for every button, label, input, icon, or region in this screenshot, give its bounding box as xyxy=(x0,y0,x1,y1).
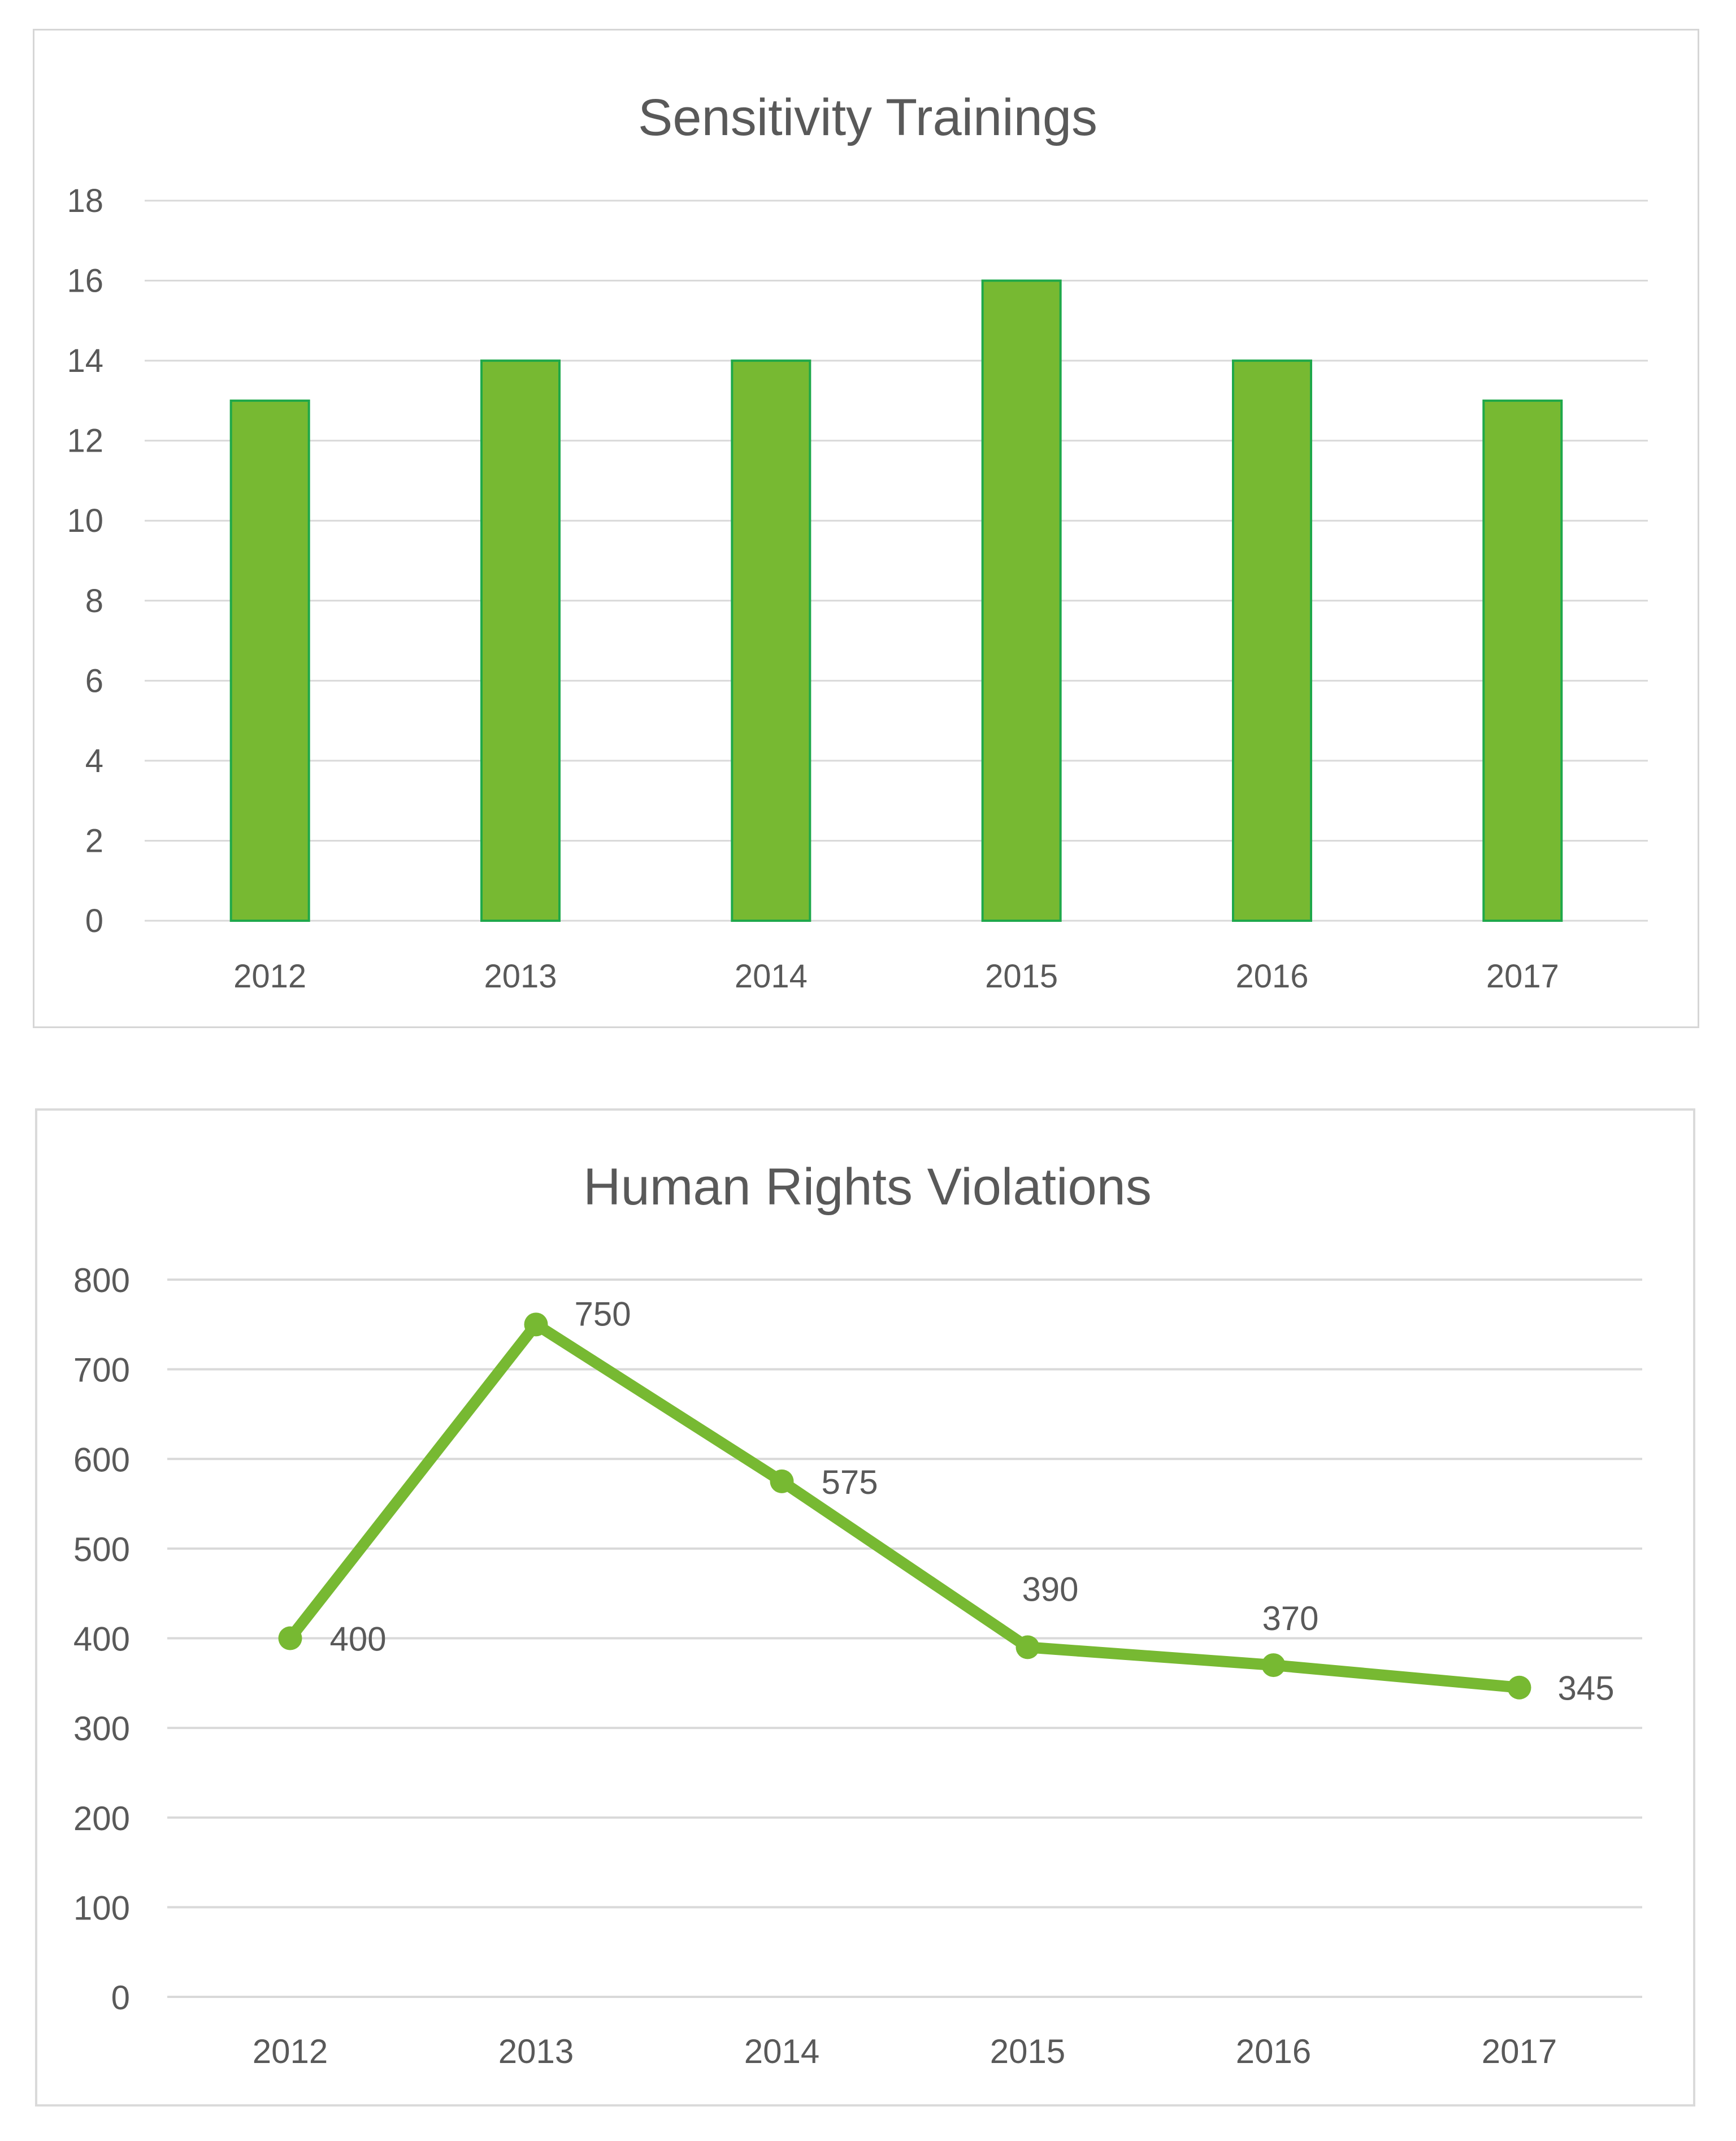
bar-2015 xyxy=(983,281,1061,921)
y-tick-label: 6 xyxy=(85,662,103,700)
x-tick-label: 2017 xyxy=(1481,2032,1557,2070)
data-label: 390 xyxy=(1022,1570,1079,1609)
x-tick-label: 2012 xyxy=(252,2032,328,2070)
data-label: 750 xyxy=(574,1295,631,1333)
y-tick-label: 100 xyxy=(73,1889,130,1927)
data-point-2013 xyxy=(524,1312,548,1336)
x-tick-label: 2014 xyxy=(744,2032,820,2070)
y-tick-label: 600 xyxy=(73,1441,130,1479)
y-tick-label: 10 xyxy=(67,502,103,540)
x-tick-label: 2015 xyxy=(989,2032,1066,2070)
y-tick-label: 0 xyxy=(85,903,103,939)
y-axis-ticks xyxy=(67,183,103,939)
y-axis-ticks xyxy=(73,1262,130,2017)
x-tick-label: 2016 xyxy=(1235,958,1309,995)
x-tick-label: 2015 xyxy=(985,958,1058,995)
gridlines xyxy=(167,1280,1642,1997)
x-tick-label: 2013 xyxy=(484,958,557,995)
x-tick-label: 2013 xyxy=(498,2032,574,2070)
y-tick-label: 2 xyxy=(85,822,103,860)
human-rights-violations-plot xyxy=(37,1111,1693,2104)
y-tick-label: 18 xyxy=(67,183,103,219)
bar-2014 xyxy=(732,361,810,921)
line-series xyxy=(279,1312,1531,1699)
chart-title: Human Rights Violations xyxy=(583,1158,1152,1216)
bar-2012 xyxy=(231,401,309,921)
y-tick-label: 400 xyxy=(73,1620,130,1658)
y-tick-label: 700 xyxy=(73,1351,130,1389)
x-axis-ticks xyxy=(253,2032,1557,2070)
y-tick-label: 12 xyxy=(67,422,103,460)
x-axis-ticks xyxy=(233,958,1559,995)
data-label: 370 xyxy=(1262,1600,1319,1638)
human-rights-violations-chart xyxy=(35,1108,1695,2107)
sensitivity-trainings-plot xyxy=(34,31,1698,1026)
data-point-2014 xyxy=(770,1470,794,1493)
data-point-2016 xyxy=(1262,1653,1286,1677)
x-tick-label: 2014 xyxy=(734,958,808,995)
y-tick-label: 800 xyxy=(73,1262,130,1299)
y-tick-label: 14 xyxy=(67,343,103,380)
y-tick-label: 300 xyxy=(73,1710,130,1748)
data-point-2012 xyxy=(279,1627,302,1650)
data-label: 575 xyxy=(821,1463,878,1501)
y-tick-label: 8 xyxy=(85,582,103,619)
data-point-2017 xyxy=(1508,1676,1531,1700)
y-tick-label: 4 xyxy=(85,742,103,779)
x-tick-label: 2016 xyxy=(1235,2032,1312,2070)
y-tick-label: 0 xyxy=(111,1979,130,2017)
data-point-2015 xyxy=(1016,1635,1040,1659)
bar-2017 xyxy=(1483,401,1561,921)
x-tick-label: 2017 xyxy=(1486,958,1559,995)
y-tick-label: 200 xyxy=(73,1799,130,1837)
bar-2016 xyxy=(1233,361,1311,921)
chart-title: Sensitivity Trainings xyxy=(638,89,1097,146)
data-labels xyxy=(330,1295,1615,1707)
series-line xyxy=(290,1324,1520,1687)
data-label: 345 xyxy=(1557,1669,1615,1707)
y-tick-label: 500 xyxy=(73,1530,130,1568)
gridlines xyxy=(145,201,1648,921)
x-tick-label: 2012 xyxy=(233,958,307,995)
data-label: 400 xyxy=(329,1620,387,1658)
bar-2013 xyxy=(481,361,559,921)
sensitivity-trainings-chart xyxy=(33,29,1699,1028)
y-tick-label: 16 xyxy=(67,262,103,300)
